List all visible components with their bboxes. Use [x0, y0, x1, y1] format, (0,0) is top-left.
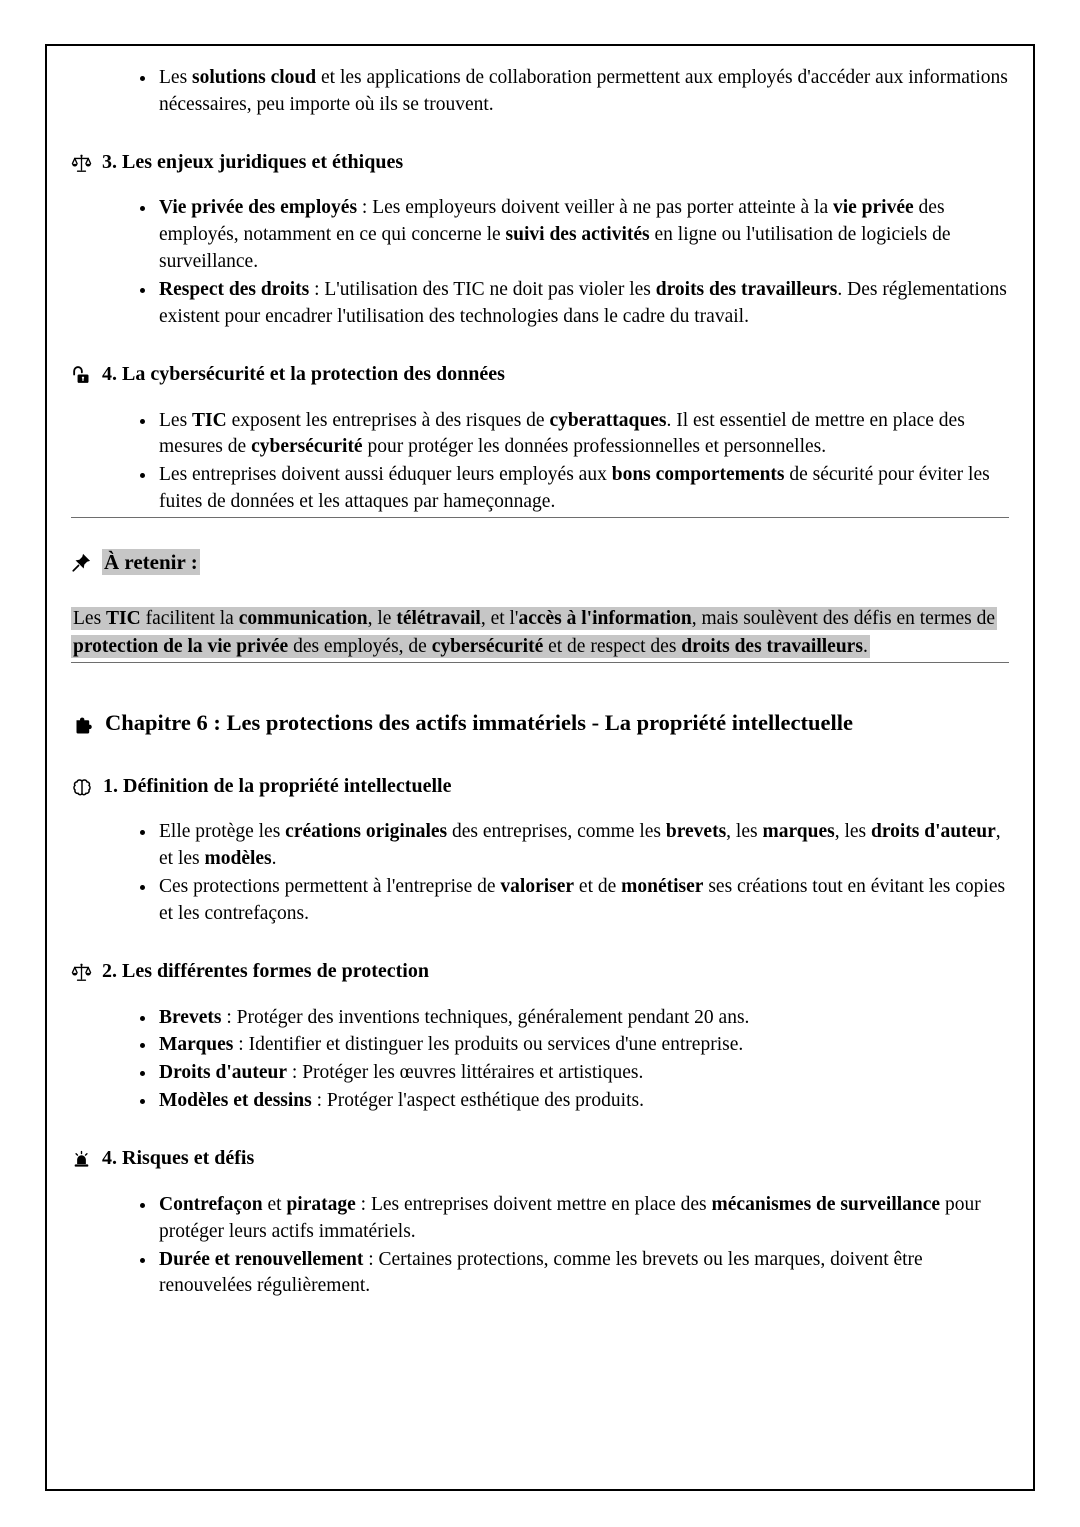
bullet-text: Les TIC exposent les entreprises à des risques de cyberattaques. Il est essentiel de mettre en place des mesures de cybersécurité pour protéger les données professionnelles et personnelles. [159, 409, 965, 458]
chapter-title: Chapitre 6 : Les protections des actifs immatériels - La propriété intellectuelle [105, 709, 853, 735]
list-item [157, 277, 1009, 331]
section-heading-cyber [71, 361, 1009, 393]
section-title: 2. Les différentes formes de protection [102, 959, 429, 982]
balance-scale-icon [71, 962, 92, 990]
list-item [157, 1032, 1009, 1059]
section-heading-risks [71, 1145, 1009, 1177]
bullet-list [71, 819, 1009, 928]
list-item [157, 195, 1009, 276]
bullet-text: Durée et renouvellement : Certaines protections, comme les brevets ou les marques, doivent être renouvelées régulièrement. [159, 1248, 923, 1297]
lead-bullet-list [71, 65, 1009, 119]
list-item [157, 1247, 1009, 1301]
balance-scale-icon [71, 153, 92, 181]
bullet-list [71, 1192, 1009, 1301]
bullet-list [71, 408, 1009, 517]
section-title: 1. Définition de la propriété intellectuelle [103, 774, 452, 797]
list-item [157, 1192, 1009, 1246]
bullet-text: Droits d'auteur : Protéger les œuvres littéraires et artistiques. [159, 1062, 644, 1084]
section-divider [71, 517, 1009, 518]
bullet-text: Vie privée des employés : Les employeurs doivent veiller à ne pas porter atteinte à la vie privée des employés, notamment en ce qui concerne le suivi des activités en ligne ou l'utilisation de logiciels de surveillance. [159, 197, 951, 273]
pushpin-icon [71, 552, 92, 581]
bullet-text: Les entreprises doivent aussi éduquer leurs employés aux bons comportements de sécurité pour éviter les fuites de données et les attaques par hameçonnage. [159, 464, 990, 513]
key-takeaway-paragraph [71, 605, 1009, 662]
section-title: 4. La cybersécurité et la protection des données [102, 362, 505, 385]
list-item [157, 65, 1009, 119]
list-item [157, 462, 1009, 516]
bullet-list [71, 1005, 1009, 1116]
document-page [45, 44, 1035, 1491]
bullet-text: Elle protège les créations originales des entreprises, comme les brevets, les marques, les droits d'auteur, et les modèles. [159, 821, 1001, 870]
bullet-text: Contrefaçon et piratage : Les entreprises doivent mettre en place des mécanismes de surveillance pour protéger leurs actifs immatériels. [159, 1193, 981, 1242]
list-item [157, 874, 1009, 928]
brain-icon [71, 777, 93, 805]
list-item [157, 1060, 1009, 1087]
section-heading-legal [71, 149, 1009, 181]
section-title: 3. Les enjeux juridiques et éthiques [102, 150, 404, 173]
key-takeaway-heading [71, 548, 1009, 581]
bullet-text: Les solutions cloud et les applications de collaboration permettent aux employés d'accéder aux informations nécessaires, peu importe où ils se trouvent. [159, 67, 1008, 115]
bullet-text: Marques : Identifier et distinguer les produits ou services d'une entreprise. [159, 1034, 744, 1056]
section-heading-forms [71, 958, 1009, 990]
bullet-text: Ces protections permettent à l'entreprise de valoriser et de monétiser ses créations tout en évitant les copies et les contrefaçons. [159, 876, 1006, 925]
key-takeaway-text: Les TIC facilitent la communication, le télétravail, et l'accès à l'information, mais soulèvent des défis en termes de protection de la vie privée des employés, de cybersécurité et de respect des droits des travailleurs. [73, 608, 996, 658]
section-divider [71, 662, 1009, 663]
list-item [157, 1005, 1009, 1032]
section-title: 4. Risques et défis [102, 1147, 255, 1170]
chapter-heading [71, 707, 1009, 743]
alarm-icon [71, 1149, 92, 1177]
key-takeaway-title: À retenir : [104, 550, 198, 575]
puzzle-piece-icon [71, 712, 95, 743]
list-item [157, 1088, 1009, 1115]
list-item [157, 819, 1009, 873]
bullet-text: Respect des droits : L'utilisation des TIC ne doit pas violer les droits des travailleurs. Des réglementations existent pour encadrer l'utilisation des technologies dans le cadre du travail. [159, 279, 1007, 328]
bullet-list [71, 195, 1009, 331]
bullet-text: Modèles et dessins : Protéger l'aspect esthétique des produits. [159, 1090, 644, 1112]
bullet-text: Brevets : Protéger des inventions techniques, généralement pendant 20 ans. [159, 1006, 750, 1028]
open-lock-icon [71, 365, 92, 393]
list-item [157, 408, 1009, 462]
section-heading-definition [71, 773, 1009, 805]
